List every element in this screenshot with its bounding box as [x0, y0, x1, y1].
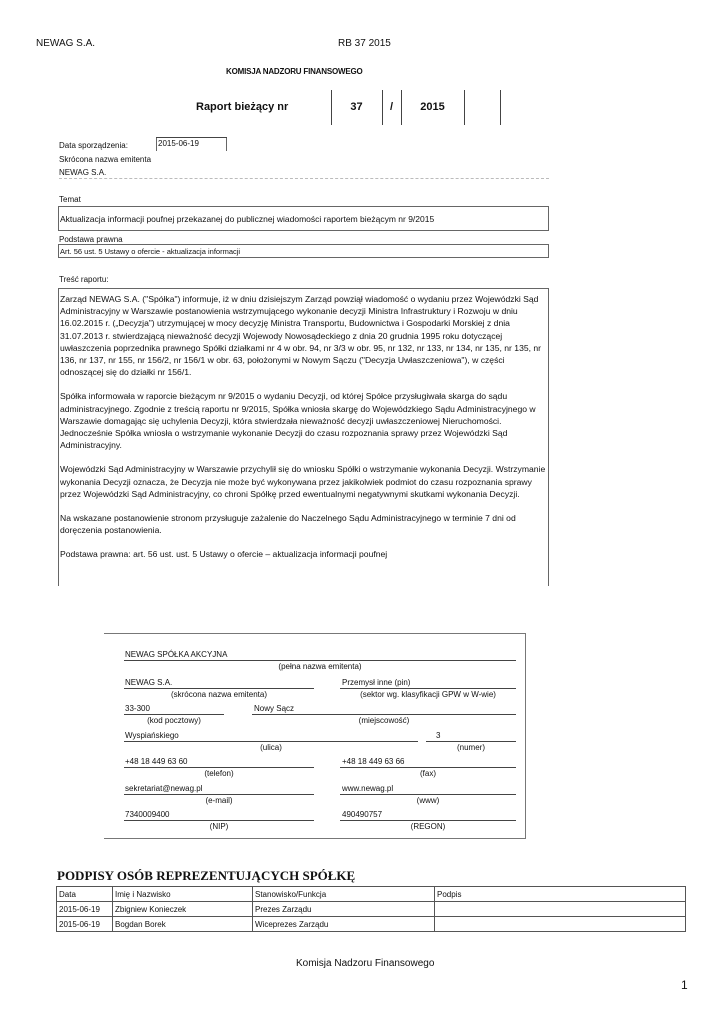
header-cell: Imię i Nazwisko — [113, 887, 253, 902]
cell-name: Bogdan Borek — [113, 917, 253, 932]
header-report-id: RB 37 2015 — [338, 38, 391, 49]
signatures-table — [56, 886, 686, 932]
issuer-fax: +48 18 449 63 66 — [342, 757, 405, 766]
subject-label: Temat — [59, 195, 81, 204]
subject-value: Aktualizacja informacji poufnej przekazanej do publicznej wiadomości raportem bieżącym nr 9/2015 — [58, 206, 549, 231]
issuer-www[interactable]: www.newag.pl — [342, 784, 394, 793]
cell-signature — [435, 917, 686, 932]
postal-caption: (kod pocztowy) — [147, 716, 201, 725]
phone-caption: (telefon) — [204, 769, 234, 778]
header-issuer: NEWAG S.A. — [36, 38, 96, 49]
sector-caption: (sektor wg. klasyfikacji GPW w W-wie) — [360, 690, 496, 699]
issuer-regon: 490490757 — [342, 810, 383, 819]
legal-basis-label: Podstawa prawna — [59, 235, 123, 244]
cell-signature — [435, 902, 686, 917]
content-paragraph: Na wskazane postanowienie stronom przysługuje zażalenie do Naczelnego Sądu Administracyjnego w terminie 7 dni od doręczenia postanowienia. — [60, 513, 516, 536]
header-cell: Podpis — [435, 887, 686, 902]
fax-caption: (fax) — [420, 769, 436, 778]
cell-name: Zbigniew Konieczek — [113, 902, 253, 917]
content-paragraph: Zarząd NEWAG S.A. ("Spółka") informuje, iż w dniu dzisiejszym Zarząd powziął wiadomość o wydaniu przez Wojewódzki Sąd Administracyjny w Warszawie postanowienia wstrzymującego wykonanie decyzji Ministra Infrastruktury i Rozwoju w dniu 16.02.2015 r. („Decyzja”) utrzymującej w mocy decyzję Ministra Transportu, Budownictwa i Gospodarki Morskiej z dnia 31.07.2013 r. stwierdzającą nieważność decyzji Wojewody Nowosądeckiego z dnia 20 grudnia 1995 roku dotyczącej uwłaszczenia poprzednika prawnego Spółki działkami nr 4 w obr. 94, nr 3/3 w obr. 95, nr 132, nr 133, nr 134, nr 135, nr 135, nr 136, nr 137, nr 155, nr 156/2, nr 156/1 w obr. 63, położonymi w Nowym Sączu ("Decyzja Uwłaszczeniowa"), w części odnoszącej się do działki nr 156/1. — [60, 294, 542, 378]
table-header-row — [57, 887, 686, 902]
header-cell: Stanowisko/Funkcja — [253, 887, 435, 902]
content-label: Treść raportu: — [59, 275, 109, 284]
header-cell: Data — [57, 887, 113, 902]
issuer-phone: +48 18 449 63 60 — [125, 757, 188, 766]
cell-position: Prezes Zarządu — [253, 902, 435, 917]
email-caption: (e-mail) — [205, 796, 233, 805]
content-paragraph: Podstawa prawna: art. 56 ust. ust. 5 Ustawy o ofercie – aktualizacja informacji poufnej — [60, 549, 388, 560]
issuer-city: Nowy Sącz — [254, 704, 295, 713]
issuer-street: Wyspiańskiego — [125, 731, 179, 740]
table-row — [57, 902, 686, 917]
short-name-caption: (skrócona nazwa emitenta) — [170, 690, 268, 699]
report-number: 37 — [350, 101, 363, 113]
date-label: Data sporządzenia: — [59, 141, 128, 150]
nip-caption: (NIP) — [209, 822, 229, 831]
street-caption: (ulica) — [260, 743, 282, 752]
footer-text: Komisja Nadzoru Finansowego — [296, 958, 435, 969]
issuer-postal-code: 33-300 — [125, 704, 150, 713]
report-slash: / — [389, 101, 394, 113]
cell-date: 2015-06-19 — [57, 902, 113, 917]
issuer-full-name: NEWAG SPÓŁKA AKCYJNA — [125, 650, 228, 659]
regon-caption: (REGON) — [410, 822, 446, 831]
cell-position: Wiceprezes Zarządu — [253, 917, 435, 932]
table-row — [57, 917, 686, 932]
cell-date: 2015-06-19 — [57, 917, 113, 932]
issuer-number: 3 — [436, 731, 441, 740]
full-name-caption: (pełna nazwa emitenta) — [278, 662, 362, 671]
short-name-label: Skrócona nazwa emitenta — [59, 155, 152, 164]
city-caption: (miejscowość) — [358, 716, 410, 725]
signatures-title: PODPISY OSÓB REPREZENTUJĄCYCH SPÓŁKĘ — [57, 868, 356, 883]
report-content — [58, 288, 549, 586]
issuer-sector: Przemysł inne (pin) — [342, 678, 411, 687]
number-caption: (numer) — [456, 743, 485, 752]
commission-title: KOMISJA NADZORU FINANSOWEGO — [226, 67, 363, 76]
report-label: Raport bieżący nr — [196, 101, 289, 113]
date-value: 2015-06-19 — [156, 137, 227, 151]
report-year: 2015 — [420, 101, 445, 113]
issuer-short-name: NEWAG S.A. — [125, 678, 173, 687]
issuer-nip: 7340009400 — [125, 810, 170, 819]
short-name-value: NEWAG S.A. — [59, 168, 107, 177]
issuer-email[interactable]: sekretariat@newag.pl — [125, 784, 203, 793]
page-number: 1 — [681, 978, 688, 992]
content-paragraph: Spółka informowała w raporcie bieżącym nr 9/2015 o wydaniu Decyzji, od której Spółce przysługiwała skarga do sądu administracyjnego. Zgodnie z treścią raportu nr 9/2015, Spółka wniosła skargę do Wojewódzkiego Sądu Administracyjnego w Warszawie domagając się uchylenia Decyzji, która stwierdzała nieważność decyzji uwłaszczeniowej Nieruchomości. Jednocześnie Spółka wniosła o wstrzymanie wykonanie Decyzji do czasu rozpoznania sprawy przez Wojewódzki Sąd Administracyjny. — [60, 391, 536, 451]
www-caption: (www) — [416, 796, 440, 805]
legal-basis-value: Art. 56 ust. 5 Ustawy o ofercie - aktualizacja informacji — [58, 244, 549, 258]
content-paragraph: Wojewódzki Sąd Administracyjny w Warszawie przychylił się do wniosku Spółki o wstrzymanie wykonania Decyzji. Wstrzymanie wykonania Decyzji oznacza, że Decyzja nie może być wykonywana przez jakikolwiek podmiot do czasu rozpoznania sprawy przez Wojewódzki Sąd Administracyjny, co chroni Spółkę przed ewentualnymi negatywnymi skutkami wykonania Decyzji. — [60, 464, 546, 499]
